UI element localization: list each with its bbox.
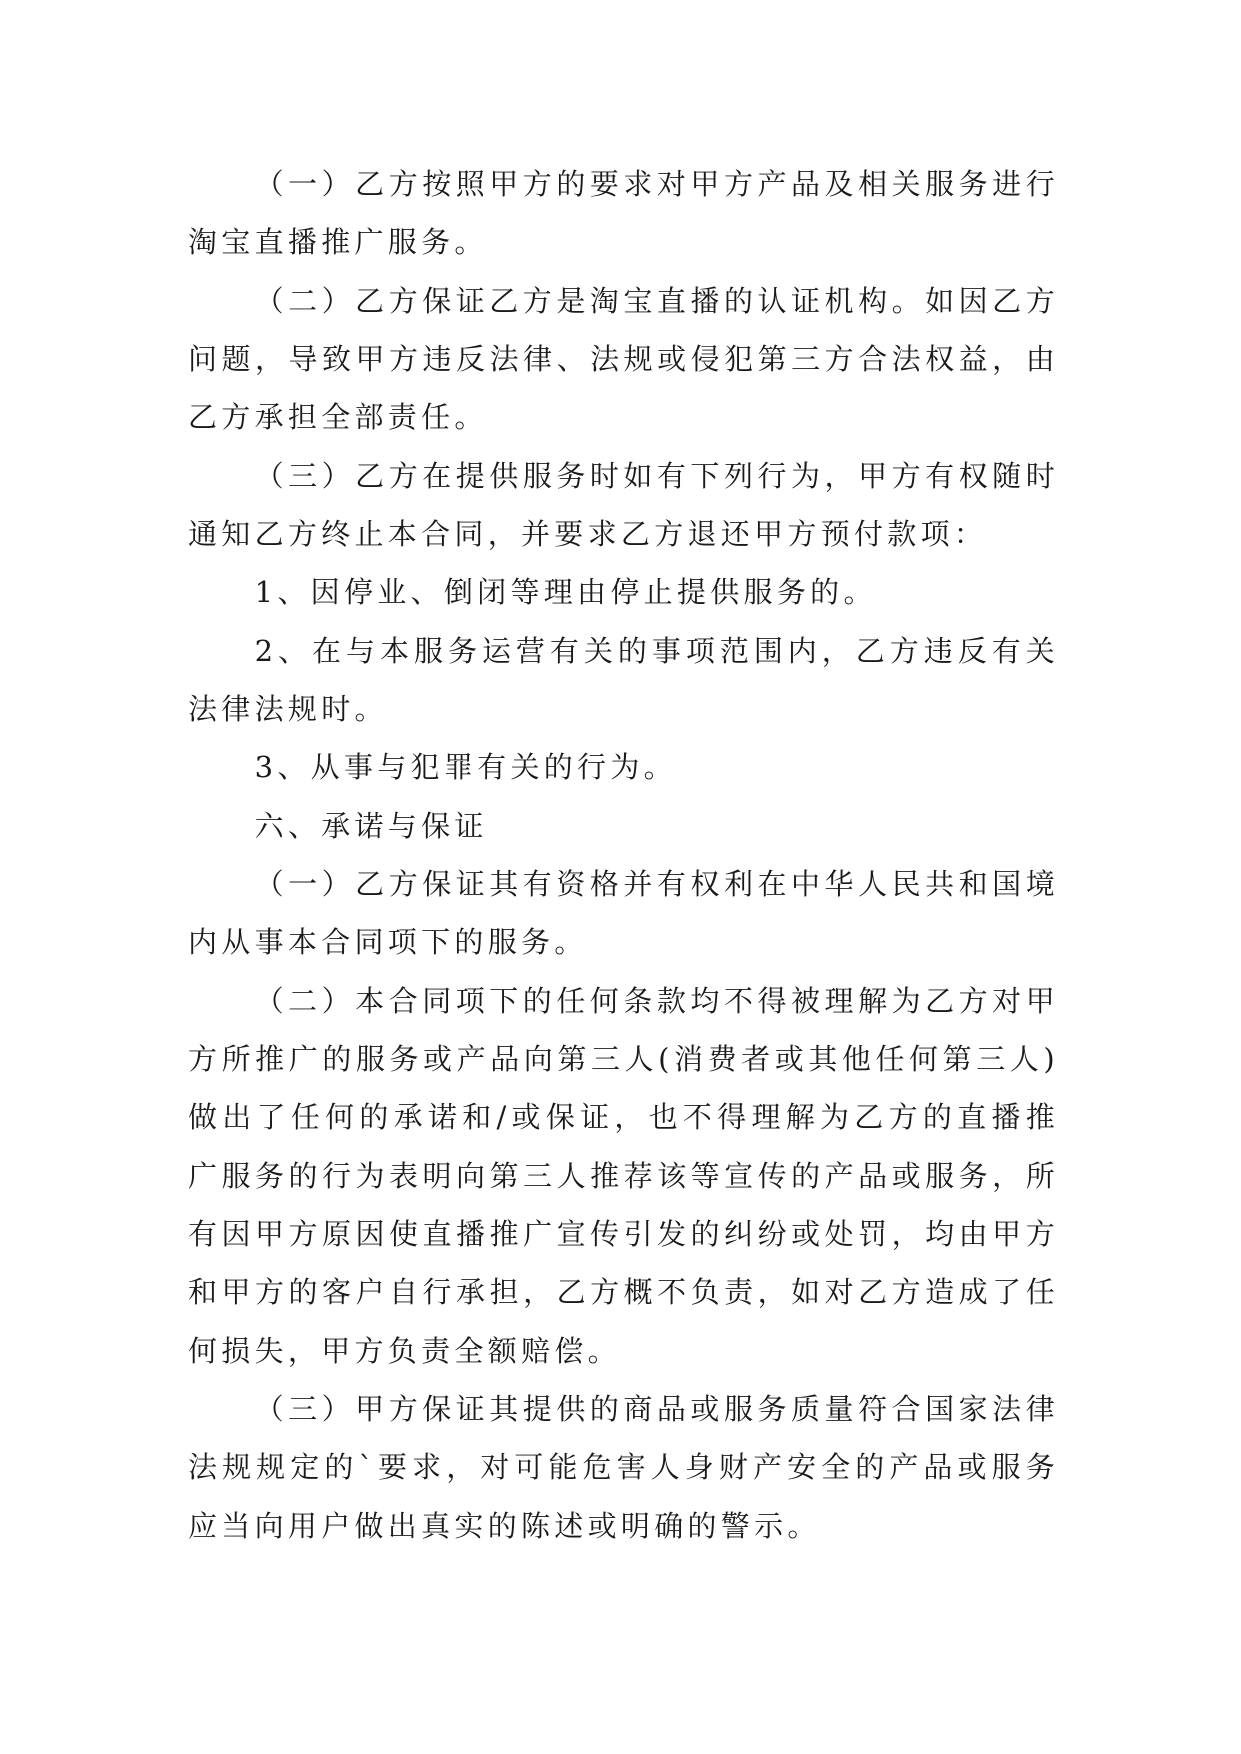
paragraph-line: 1、因停业、倒闭等理由停止提供服务的。: [254, 575, 877, 610]
document-body: [188, 155, 1059, 1555]
paragraph-line: 方所推广的服务或产品向第三人(消费者或其他任何第三人): [188, 1041, 1059, 1076]
clause-paragraph: [188, 447, 1059, 564]
clause-paragraph: [188, 272, 1059, 447]
paragraph-line: （一）乙方保证其有资格并有权利在中华人民共和国境: [254, 866, 1059, 901]
list-item: [188, 563, 1059, 621]
paragraph-line: （三）乙方在提供服务时如有下列行为，甲方有权随时: [254, 458, 1059, 493]
paragraph-line: 应当向用户做出真实的陈述或明确的警示。: [188, 1508, 821, 1543]
clause-paragraph: [188, 855, 1059, 972]
paragraph-line: 内从事本合同项下的服务。: [188, 925, 588, 960]
paragraph-line: 做出了任何的承诺和/或保证，也不得理解为乙方的直播推: [188, 1100, 1059, 1135]
paragraph-line: 有因甲方原因使直播推广宣传引发的纠纷或处罚，均由甲方: [188, 1216, 1059, 1251]
clause-paragraph: [188, 972, 1059, 1380]
paragraph-line: 法律法规时。: [188, 691, 388, 726]
paragraph-line: （三）甲方保证其提供的商品或服务质量符合国家法律: [254, 1391, 1059, 1426]
list-item: [188, 622, 1059, 739]
paragraph-line: 何损失，甲方负责全额赔偿。: [188, 1333, 621, 1368]
paragraph-line: （二）本合同项下的任何条款均不得被理解为乙方对甲: [254, 983, 1059, 1018]
clause-paragraph: [188, 155, 1059, 272]
section-heading-text: 六、承诺与保证: [254, 808, 488, 843]
paragraph-line: 乙方承担全部责任。: [188, 400, 488, 435]
paragraph-line: 和甲方的客户自行承担，乙方概不负责，如对乙方造成了任: [188, 1275, 1059, 1310]
paragraph-line: 问题，导致甲方违反法律、法规或侵犯第三方合法权益，由: [188, 341, 1059, 376]
paragraph-line: 法规规定的`要求，对可能危害人身财产安全的产品或服务: [188, 1450, 1059, 1485]
paragraph-line: （二）乙方保证乙方是淘宝直播的认证机构。如因乙方: [254, 283, 1059, 318]
paragraph-line: 通知乙方终止本合同，并要求乙方退还甲方预付款项：: [188, 516, 988, 551]
paragraph-line: 淘宝直播推广服务。: [188, 225, 488, 260]
clause-paragraph: [188, 1380, 1059, 1555]
paragraph-line: （一）乙方按照甲方的要求对甲方产品及相关服务进行: [254, 167, 1059, 201]
paragraph-line: 2、在与本服务运营有关的事项范围内，乙方违反有关: [254, 633, 1059, 668]
list-item: [188, 738, 1059, 796]
paragraph-line: 3、从事与犯罪有关的行为。: [254, 750, 677, 785]
section-heading: [188, 797, 1059, 855]
paragraph-line: 广服务的行为表明向第三人推荐该等宣传的产品或服务，所: [188, 1158, 1059, 1193]
